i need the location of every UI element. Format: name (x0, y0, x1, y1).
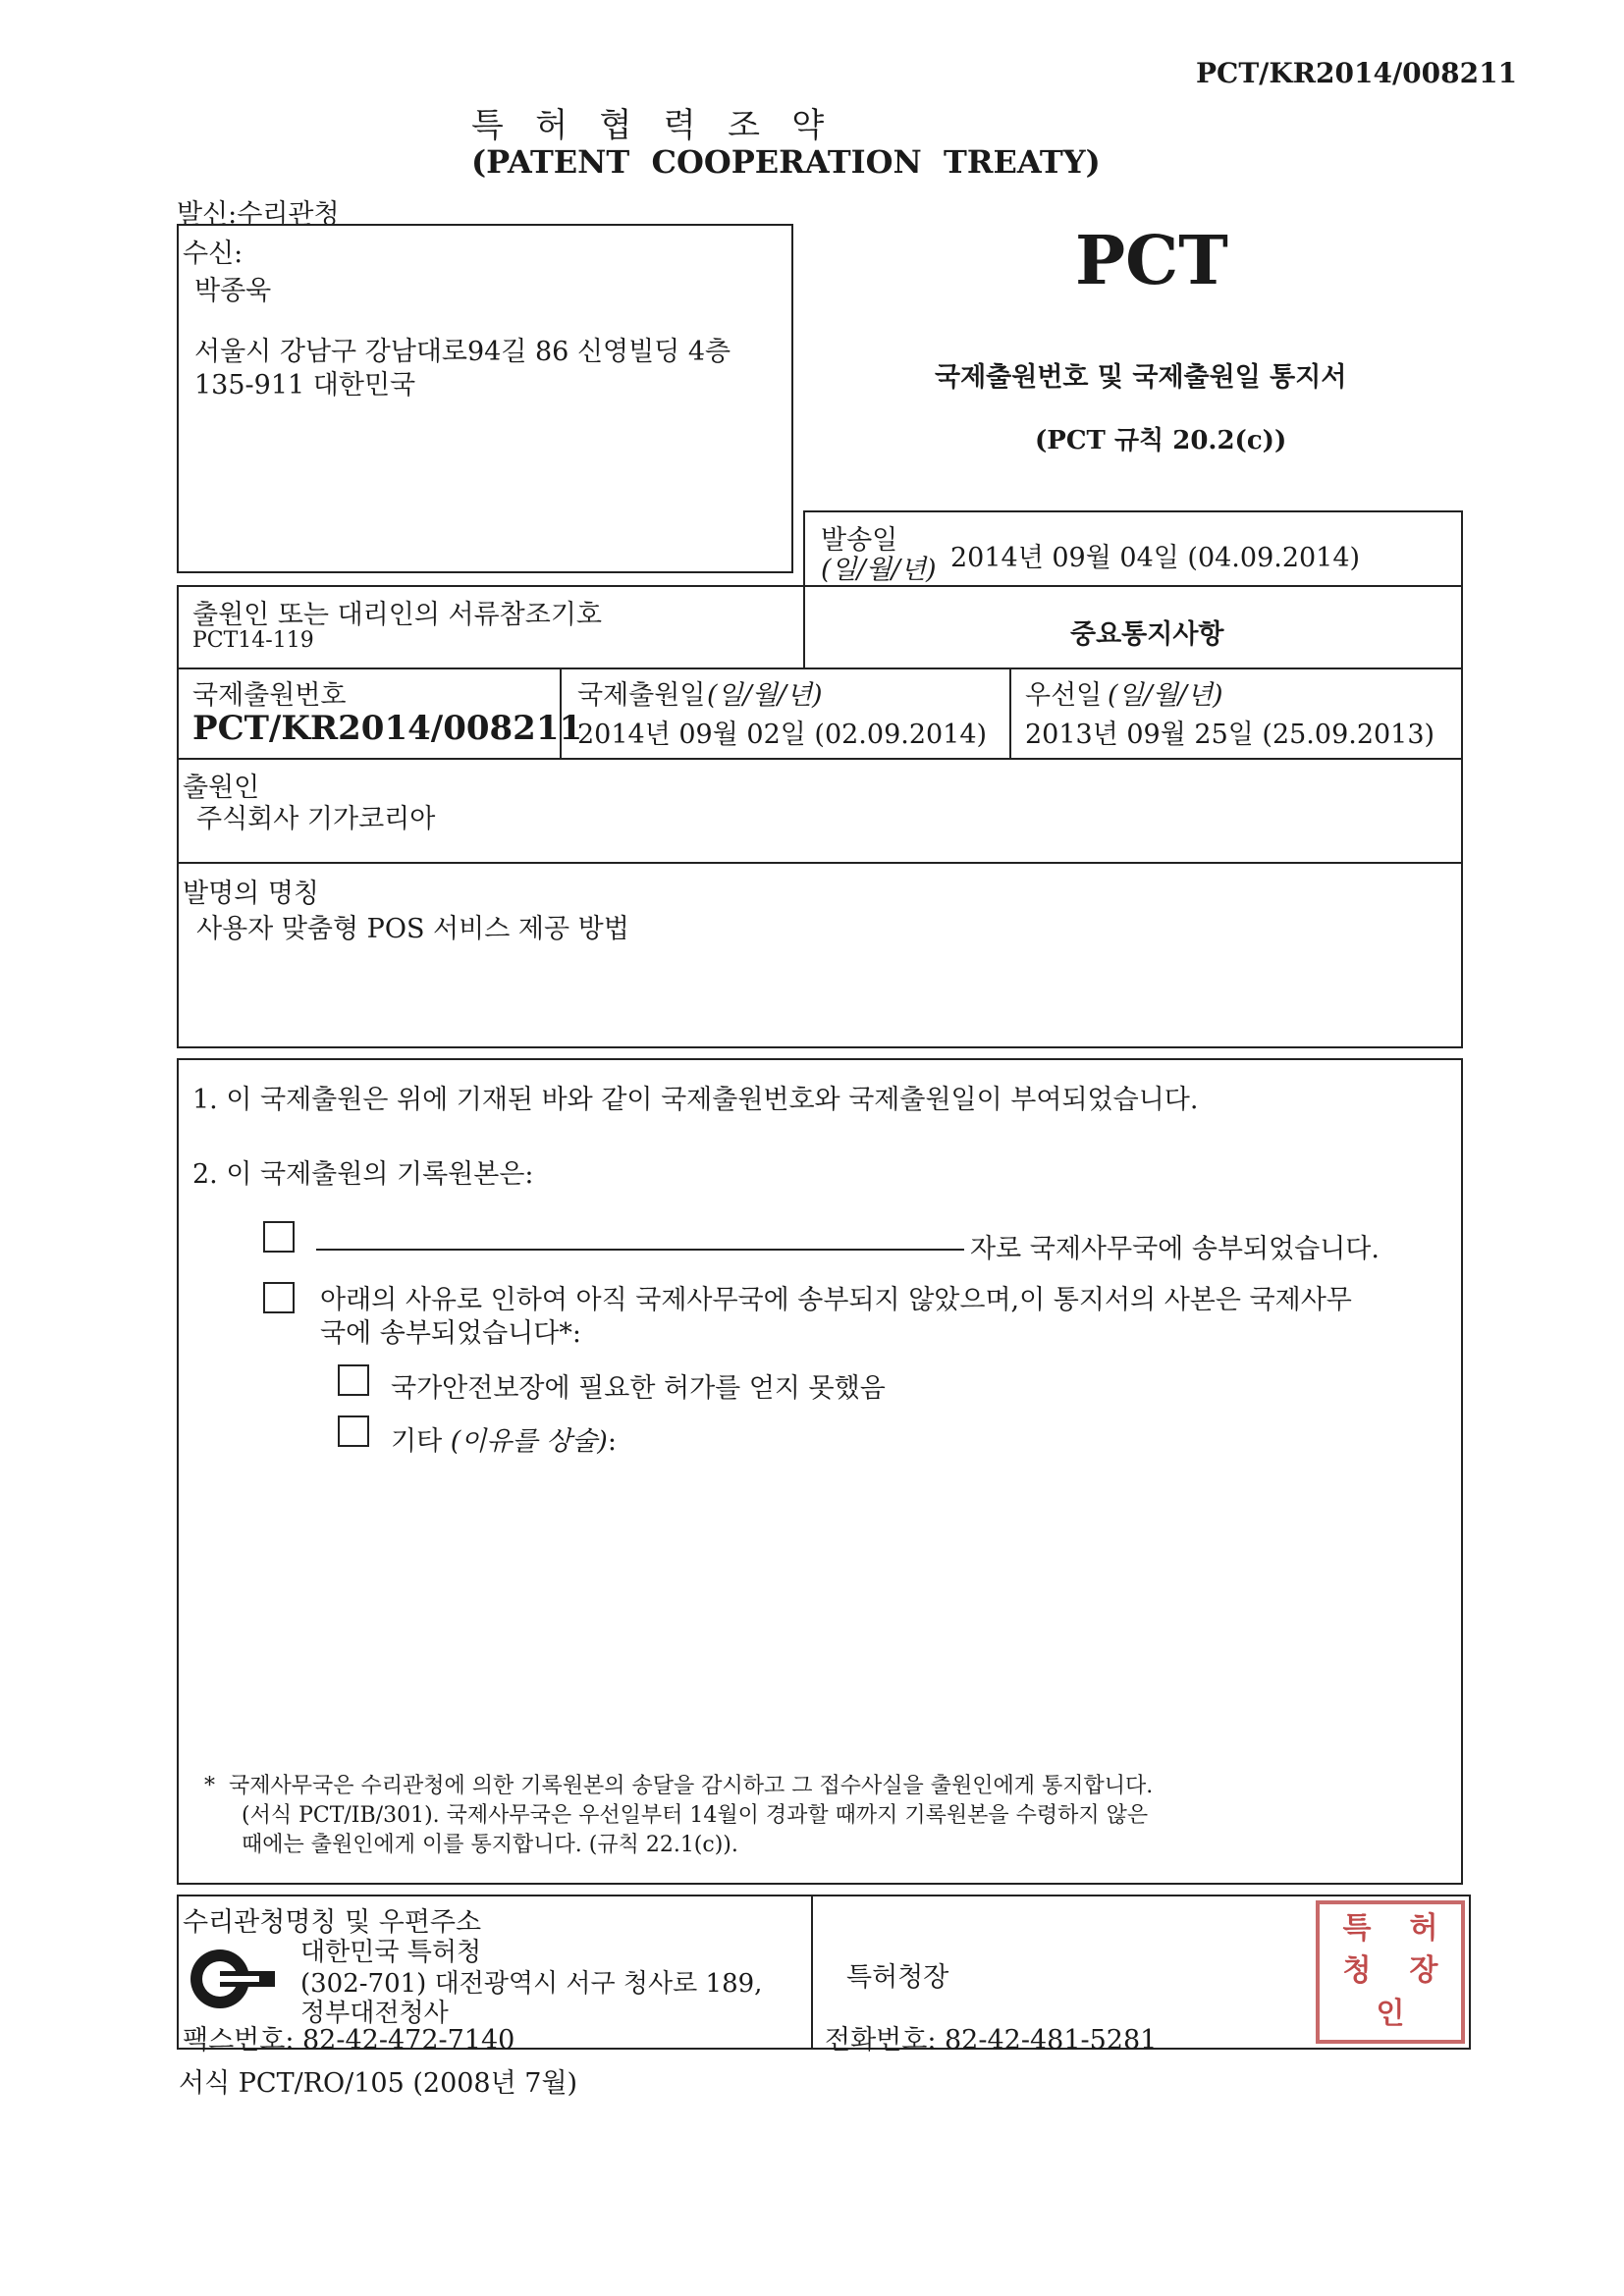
office-divider (811, 1895, 813, 2050)
footnote-line3: 때에는 출원인에게 이를 통지합니다. (규칙 22.1(c)). (242, 1833, 738, 1857)
sub-option-security-text: 국가안전보장에 필요한 허가를 얻지 못했음 (391, 1373, 886, 1404)
app-row-divider-2 (1009, 667, 1011, 760)
sub-option-other-colon: : (607, 1426, 617, 1457)
authorized-officer: 특허청장 (846, 1962, 949, 1993)
mailing-date-label: 발송일 (821, 525, 898, 556)
footnote-line1: * 국제사무국은 수리관청에 의한 기록원본의 송달을 감시하고 그 접수사실을 출원인에게 통지합니다. (204, 1774, 1154, 1798)
reference-divider (803, 585, 805, 669)
title-english: (PATENT COOPERATION TREATY) (471, 143, 1101, 181)
seal-char-1: 특 (1342, 1911, 1372, 1946)
app-number-label: 국제출원번호 (192, 680, 347, 711)
option-1-checkbox[interactable] (263, 1221, 295, 1253)
priority-date-value: 2013년 09월 25일 (25.09.2013) (1025, 720, 1435, 750)
applicant-label: 출원인 (183, 773, 260, 803)
office-address-line3: 정부대전청사 (300, 1999, 449, 2028)
sub-option-security-checkbox[interactable] (338, 1364, 369, 1396)
seal-char-4: 장 (1409, 1953, 1438, 1989)
notice-title: 국제출원번호 및 국제출원일 통지서 (935, 362, 1347, 393)
recipient-address-line2: 135-911 대한민국 (194, 370, 416, 400)
document-number: PCT/KR2014/008211 (1196, 57, 1518, 89)
item-1-text: 1. 이 국제출원은 위에 기재된 바와 같이 국제출원번호와 국제출원일이 부여되었습니다. (192, 1085, 1199, 1115)
option-2-checkbox[interactable] (263, 1282, 295, 1313)
seal-char-5: 인 (1376, 1996, 1405, 2031)
office-fax: 팩스번호: 82-42-472-7140 (183, 2025, 515, 2056)
sub-option-other-checkbox[interactable] (338, 1415, 369, 1447)
mailing-date-value: 2014년 09월 04일 (04.09.2014) (950, 543, 1361, 573)
title-korean: 특 허 협 력 조 약 (471, 106, 825, 145)
invention-value: 사용자 맞춤형 POS 서비스 제공 방법 (196, 914, 629, 944)
important-notice: 중요통지사항 (1070, 619, 1224, 650)
invention-row (177, 862, 1463, 1048)
sub-option-other-italic: (이유를 상술) (450, 1426, 608, 1457)
pct-heading: PCT (1075, 222, 1228, 300)
app-number-value: PCT/KR2014/008211 (192, 709, 583, 748)
rule-reference: (PCT 규칙 20.2(c)) (1035, 426, 1287, 455)
recipient-address-line1: 서울시 강남구 강남대로94길 86 신영빌딩 4층 (194, 337, 731, 367)
office-phone: 전화번호: 82-42-481-5281 (825, 2025, 1158, 2056)
invention-label: 발명의 명칭 (183, 879, 319, 909)
applicant-value: 주식회사 기가코리아 (196, 804, 436, 834)
sub-option-other-prefix: 기타 (391, 1426, 443, 1457)
priority-date-format: (일/월/년) (1108, 680, 1223, 711)
filing-date-value: 2014년 09월 02일 (02.09.2014) (577, 720, 988, 750)
sender-label: 발신:수리관청 (177, 199, 340, 230)
reference-value: PCT14-119 (192, 628, 314, 653)
reference-label: 출원인 또는 대리인의 서류참조기호 (192, 600, 602, 630)
form-identifier: 서식 PCT/RO/105 (2008년 7월) (179, 2068, 578, 2099)
seal-char-2: 허 (1409, 1911, 1438, 1946)
option-1-suffix: 자로 국제사무국에 송부되었습니다. (970, 1234, 1380, 1264)
official-seal (1316, 1900, 1465, 2044)
recipient-label: 수신: (183, 239, 244, 269)
recipient-name: 박종욱 (194, 276, 272, 306)
mailing-date-format: (일/월/년) (821, 555, 937, 585)
kipo-logo-icon (185, 1944, 279, 2014)
filing-date-format: (일/월/년) (707, 680, 823, 711)
option-2-line1: 아래의 사유로 인하여 아직 국제사무국에 송부되지 않았으며,이 통지서의 사본은 국제사무 (320, 1285, 1352, 1315)
office-name: 대한민국 특허청 (300, 1938, 482, 1967)
filing-date-label: 국제출원일 (577, 680, 706, 711)
sub-option-other-text (391, 1419, 617, 1458)
footnote-line2: (서식 PCT/IB/301). 국제사무국은 우선일부터 14월이 경과할 때까지 기록원본을 수령하지 않은 (242, 1803, 1149, 1828)
item-2-text: 2. 이 국제출원의 기록원본은: (192, 1159, 534, 1190)
seal-char-3: 청 (1342, 1953, 1372, 1989)
priority-date-label: 우선일 (1025, 680, 1103, 711)
office-label: 수리관청명칭 및 우편주소 (183, 1907, 482, 1938)
option-2-line2: 국에 송부되었습니다*: (320, 1318, 581, 1349)
office-address-line2: (302-701) 대전광역시 서구 청사로 189, (300, 1969, 763, 1999)
option-1-date-line (316, 1249, 964, 1251)
